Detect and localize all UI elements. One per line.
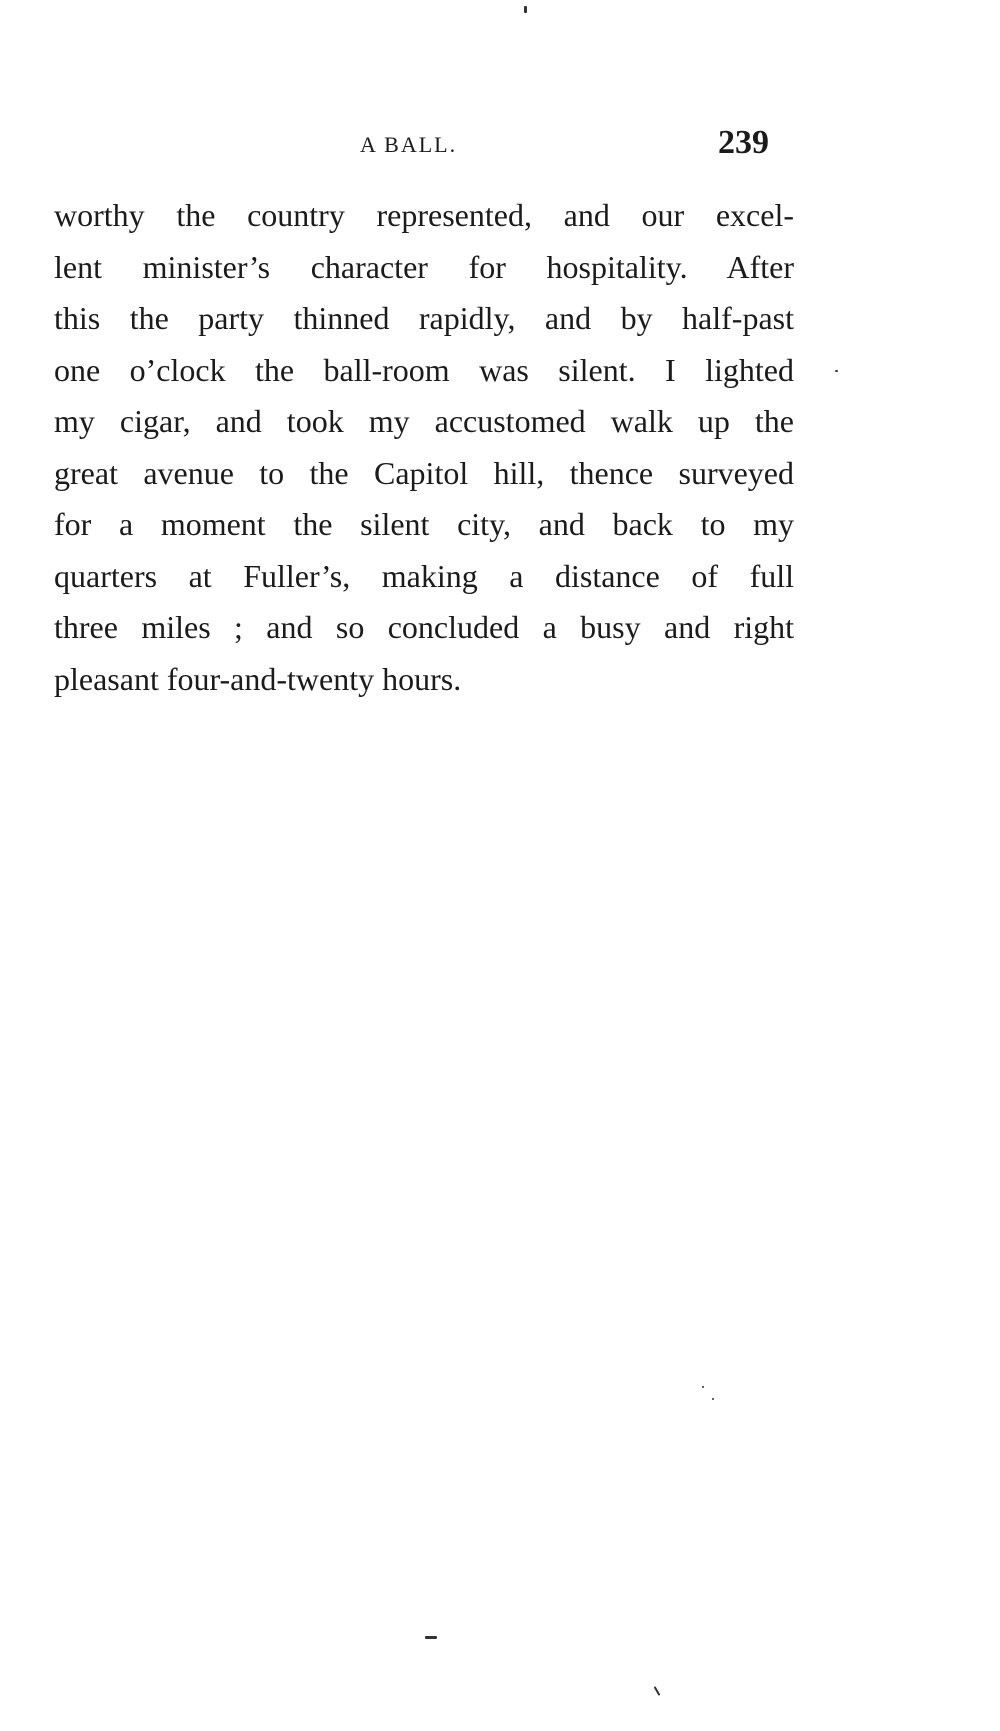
body-paragraph xyxy=(54,190,794,705)
text-line: quarters at Fuller’s, making a distance of full xyxy=(54,557,794,594)
text-line: for a moment the silent city, and back to my xyxy=(54,506,794,542)
scan-speck xyxy=(712,1398,714,1400)
text-line: worthy the country represented, and our excel- xyxy=(54,197,794,233)
running-head xyxy=(0,124,1000,164)
text-line: pleasant four-and-twenty hours. xyxy=(54,660,462,697)
text-line: this the party thinned rapidly, and by half-past xyxy=(54,300,794,336)
scan-speck xyxy=(425,1636,437,1639)
scan-speck xyxy=(654,1686,661,1696)
text-line: three miles ; and so concluded a busy and right xyxy=(54,609,794,645)
running-title: A BALL. xyxy=(360,132,458,157)
text-line: one o’clock the ball-room was silent. I lighted xyxy=(54,351,794,388)
text-line: great avenue to the Capitol hill, thence surveyed xyxy=(54,454,794,491)
text-line: my cigar, and took my accustomed walk up the xyxy=(54,403,794,439)
scan-speck xyxy=(524,6,527,13)
page-number: 239 xyxy=(718,124,769,161)
scan-speck xyxy=(702,1386,704,1388)
text-line: lent minister’s character for hospitality. After xyxy=(54,248,794,285)
scan-speck xyxy=(835,370,838,372)
